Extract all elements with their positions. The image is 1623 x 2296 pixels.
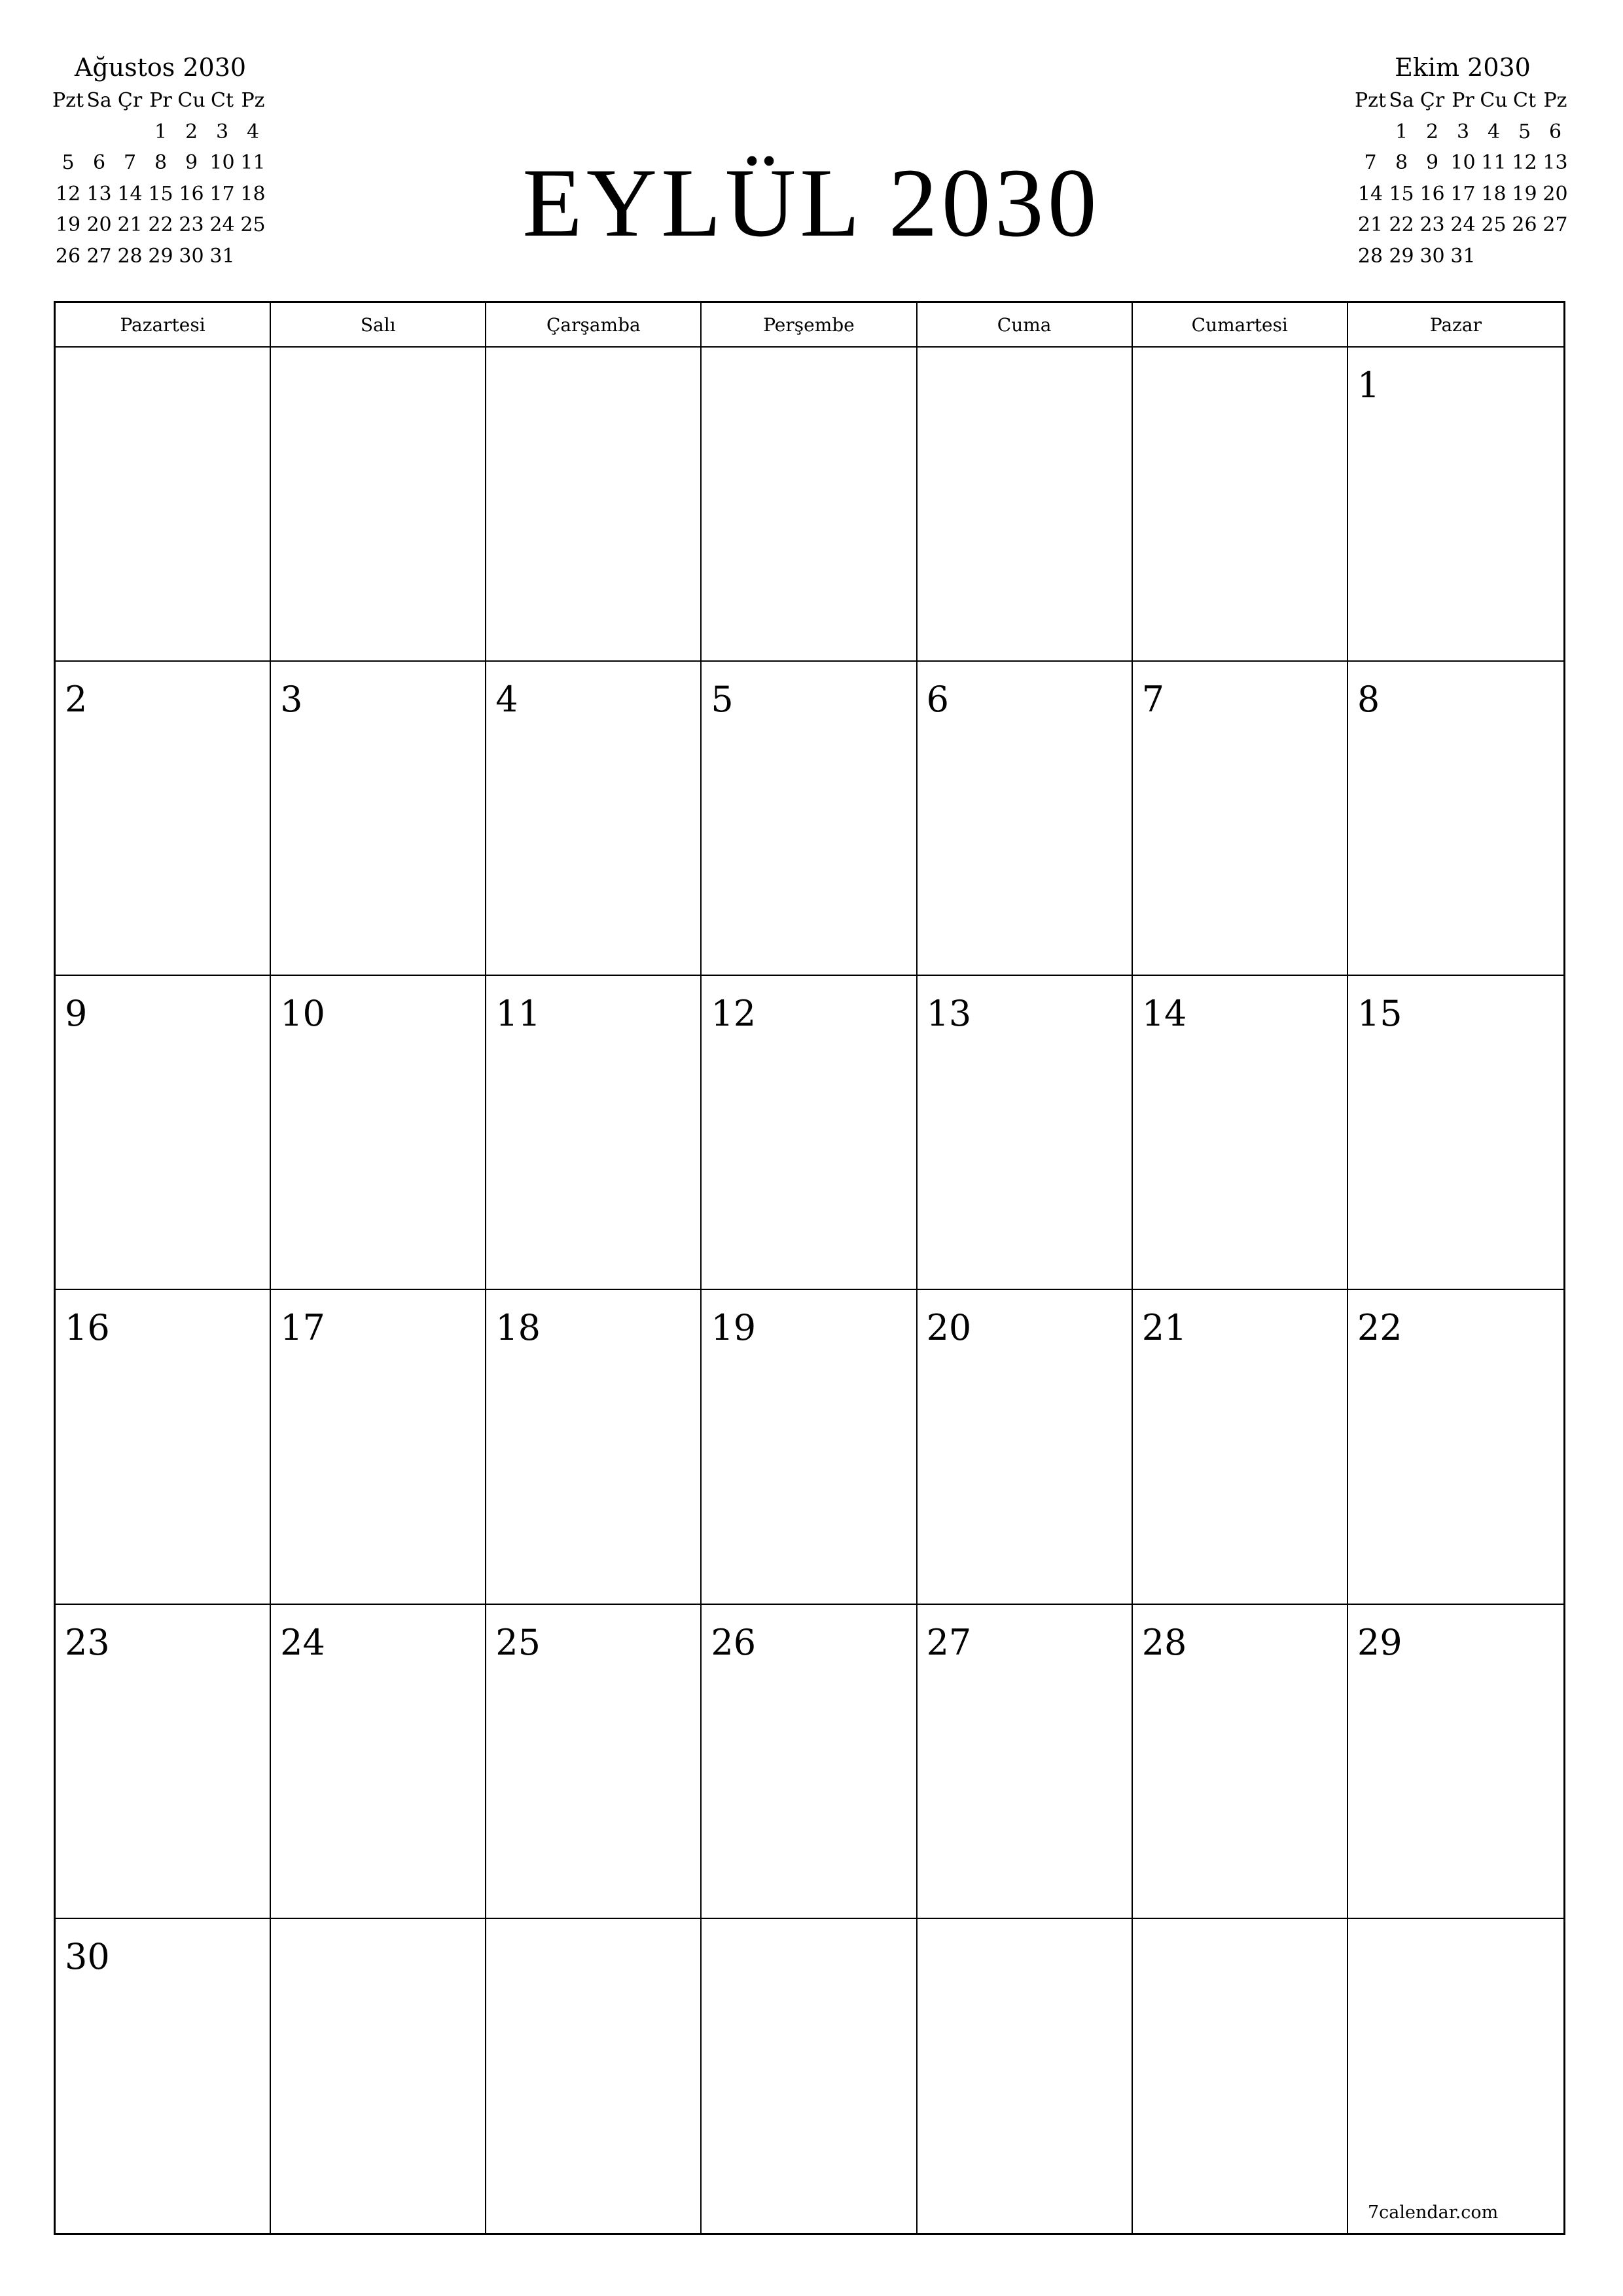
mini-day: 20 xyxy=(1543,182,1568,206)
day-cell xyxy=(271,976,486,1290)
day-cell xyxy=(56,976,271,1290)
mini-day: 25 xyxy=(1481,213,1507,236)
mini-day xyxy=(1478,241,1509,272)
day-cell xyxy=(702,1605,917,1919)
mini-weekday-label: Çr xyxy=(1419,89,1445,112)
mini-day: 28 xyxy=(1357,244,1383,268)
mini-weekday-label: Pr xyxy=(1452,89,1474,112)
day-cell xyxy=(1133,1290,1348,1604)
day-number: 26 xyxy=(711,1621,757,1663)
day-cell xyxy=(702,662,917,976)
mini-day: 14 xyxy=(117,182,143,206)
day-number: 21 xyxy=(1141,1307,1187,1349)
day-number: 20 xyxy=(926,1307,972,1349)
day-number: 2 xyxy=(65,679,88,721)
day-cell xyxy=(56,1290,271,1604)
mini-day: 8 xyxy=(154,151,168,174)
day-number: 25 xyxy=(495,1621,541,1663)
mini-day: 6 xyxy=(92,151,106,174)
mini-calendar-next-month xyxy=(1355,51,1571,272)
mini-weekday-label: Cu xyxy=(1480,89,1508,112)
mini-day: 14 xyxy=(1357,182,1383,206)
day-cell xyxy=(486,1605,702,1919)
mini-day: 19 xyxy=(1512,182,1537,206)
day-number: 3 xyxy=(280,679,303,721)
day-cell xyxy=(1133,1919,1348,2233)
weekday-header: Cuma xyxy=(918,303,1133,348)
mini-day: 3 xyxy=(215,120,229,143)
mini-day: 4 xyxy=(1487,120,1501,143)
day-cell xyxy=(918,1605,1133,1919)
day-cell xyxy=(1133,976,1348,1290)
mini-calendar-title: Ağustos 2030 xyxy=(74,53,247,82)
mini-day: 25 xyxy=(240,213,266,236)
mini-day: 29 xyxy=(148,244,173,268)
day-number: 13 xyxy=(926,993,972,1035)
day-cell xyxy=(56,1919,271,2233)
mini-weekday-label: Cu xyxy=(177,89,205,112)
mini-calendar-title: Ekim 2030 xyxy=(1395,53,1531,82)
day-cell xyxy=(271,1605,486,1919)
mini-day: 30 xyxy=(179,244,204,268)
mini-day: 11 xyxy=(240,151,266,174)
day-number: 22 xyxy=(1357,1307,1402,1349)
mini-day: 1 xyxy=(1395,120,1408,143)
mini-day: 23 xyxy=(1419,213,1445,236)
mini-day xyxy=(1509,241,1540,272)
mini-day: 2 xyxy=(1425,120,1439,143)
mini-day: 29 xyxy=(1389,244,1414,268)
mini-day: 3 xyxy=(1456,120,1470,143)
mini-day: 6 xyxy=(1548,120,1562,143)
day-cell xyxy=(486,348,702,662)
mini-day xyxy=(115,117,145,148)
mini-day: 18 xyxy=(240,182,266,206)
day-number: 17 xyxy=(280,1307,325,1349)
mini-day: 16 xyxy=(179,182,204,206)
day-number: 27 xyxy=(926,1621,972,1663)
day-cell xyxy=(486,1290,702,1604)
day-cell xyxy=(271,662,486,976)
day-cell xyxy=(271,348,486,662)
weekday-header: Pazartesi xyxy=(56,303,271,348)
day-number: 10 xyxy=(280,993,325,1035)
mini-day: 13 xyxy=(1543,151,1568,174)
mini-day: 21 xyxy=(1357,213,1383,236)
day-number: 29 xyxy=(1357,1621,1402,1663)
weekday-header: Pazar xyxy=(1348,303,1563,348)
day-number: 12 xyxy=(711,993,757,1035)
mini-day: 18 xyxy=(1481,182,1507,206)
day-cell xyxy=(918,348,1133,662)
day-cell xyxy=(702,348,917,662)
day-number: 9 xyxy=(65,993,88,1035)
day-cell xyxy=(702,1290,917,1604)
mini-day: 17 xyxy=(1450,182,1476,206)
mini-day: 5 xyxy=(62,151,75,174)
day-number: 19 xyxy=(711,1307,757,1349)
mini-weekday-label: Pz xyxy=(241,89,265,112)
day-cell xyxy=(918,1919,1133,2233)
mini-day xyxy=(84,117,115,148)
mini-day xyxy=(1540,241,1571,272)
day-number: 8 xyxy=(1357,679,1380,721)
day-cell xyxy=(1348,976,1563,1290)
mini-day: 31 xyxy=(209,244,235,268)
month-grid xyxy=(54,301,1565,2235)
day-cell xyxy=(1348,662,1563,976)
day-cell xyxy=(1133,662,1348,976)
day-number: 24 xyxy=(280,1621,325,1663)
mini-day: 22 xyxy=(148,213,173,236)
day-number: 11 xyxy=(495,993,541,1035)
mini-day: 26 xyxy=(55,244,81,268)
day-cell xyxy=(918,662,1133,976)
day-number: 15 xyxy=(1357,993,1402,1035)
mini-weekday-label: Ct xyxy=(211,89,234,112)
day-cell xyxy=(1348,1290,1563,1604)
mini-day: 24 xyxy=(209,213,235,236)
day-cell xyxy=(918,976,1133,1290)
day-cell xyxy=(486,662,702,976)
mini-weekday-label: Pzt xyxy=(1355,89,1387,112)
day-number: 18 xyxy=(495,1307,541,1349)
mini-weekday-label: Sa xyxy=(86,89,112,112)
mini-day: 16 xyxy=(1419,182,1445,206)
mini-day: 12 xyxy=(55,182,81,206)
mini-day: 22 xyxy=(1389,213,1414,236)
day-cell xyxy=(486,1919,702,2233)
weekday-header: Salı xyxy=(271,303,486,348)
day-cell xyxy=(1133,1605,1348,1919)
mini-day: 27 xyxy=(1543,213,1568,236)
day-cell xyxy=(1348,1605,1563,1919)
day-cell xyxy=(702,976,917,1290)
mini-day: 30 xyxy=(1419,244,1445,268)
day-cell xyxy=(486,976,702,1290)
mini-day: 23 xyxy=(179,213,204,236)
day-cell xyxy=(56,1605,271,1919)
mini-day: 21 xyxy=(117,213,143,236)
day-cell xyxy=(1348,1919,1563,2233)
mini-day xyxy=(1355,117,1386,148)
day-number: 28 xyxy=(1141,1621,1187,1663)
mini-weekday-label: Pzt xyxy=(52,89,84,112)
weekday-header: Perşembe xyxy=(702,303,917,348)
weekday-header: Cumartesi xyxy=(1133,303,1348,348)
day-cell xyxy=(1133,348,1348,662)
day-cell xyxy=(702,1919,917,2233)
mini-day: 8 xyxy=(1395,151,1408,174)
day-number: 16 xyxy=(65,1307,110,1349)
day-number: 7 xyxy=(1141,679,1165,721)
mini-weekday-label: Pr xyxy=(149,89,172,112)
day-number: 30 xyxy=(65,1935,110,1977)
mini-day: 15 xyxy=(1389,182,1414,206)
mini-day: 17 xyxy=(209,182,235,206)
day-number: 23 xyxy=(65,1621,110,1663)
day-cell xyxy=(56,662,271,976)
mini-day: 10 xyxy=(209,151,235,174)
mini-day: 26 xyxy=(1512,213,1537,236)
mini-day: 5 xyxy=(1518,120,1531,143)
mini-day: 15 xyxy=(148,182,173,206)
mini-day: 12 xyxy=(1512,151,1537,174)
day-number: 6 xyxy=(926,679,949,721)
mini-day xyxy=(52,117,84,148)
mini-weekday-label: Pz xyxy=(1543,89,1567,112)
mini-day: 9 xyxy=(185,151,198,174)
day-cell xyxy=(271,1290,486,1604)
mini-day: 2 xyxy=(185,120,198,143)
mini-day: 9 xyxy=(1425,151,1439,174)
mini-day: 4 xyxy=(246,120,260,143)
mini-day: 19 xyxy=(55,213,81,236)
weekday-header: Çarşamba xyxy=(486,303,702,348)
mini-day: 24 xyxy=(1450,213,1476,236)
mini-day: 11 xyxy=(1481,151,1507,174)
mini-day: 7 xyxy=(123,151,137,174)
mini-day: 31 xyxy=(1450,244,1476,268)
mini-weekday-label: Çr xyxy=(117,89,143,112)
mini-weekday-label: Ct xyxy=(1513,89,1537,112)
mini-day: 28 xyxy=(117,244,143,268)
day-number: 1 xyxy=(1357,365,1380,406)
day-number: 14 xyxy=(1141,993,1187,1035)
day-cell xyxy=(918,1290,1133,1604)
mini-day: 7 xyxy=(1364,151,1377,174)
day-cell xyxy=(56,348,271,662)
mini-day: 27 xyxy=(86,244,112,268)
mini-day: 20 xyxy=(86,213,112,236)
page-title: EYLÜL 2030 xyxy=(522,149,1101,257)
mini-day: 1 xyxy=(154,120,168,143)
footer-credit: 7calendar.com xyxy=(1368,2202,1499,2223)
day-cell xyxy=(1348,348,1563,662)
day-number: 4 xyxy=(495,679,518,721)
mini-weekday-label: Sa xyxy=(1389,89,1414,112)
mini-calendar-grid xyxy=(1355,85,1571,272)
mini-day: 13 xyxy=(86,182,112,206)
mini-day: 10 xyxy=(1450,151,1476,174)
day-number: 5 xyxy=(711,679,734,721)
day-cell xyxy=(271,1919,486,2233)
